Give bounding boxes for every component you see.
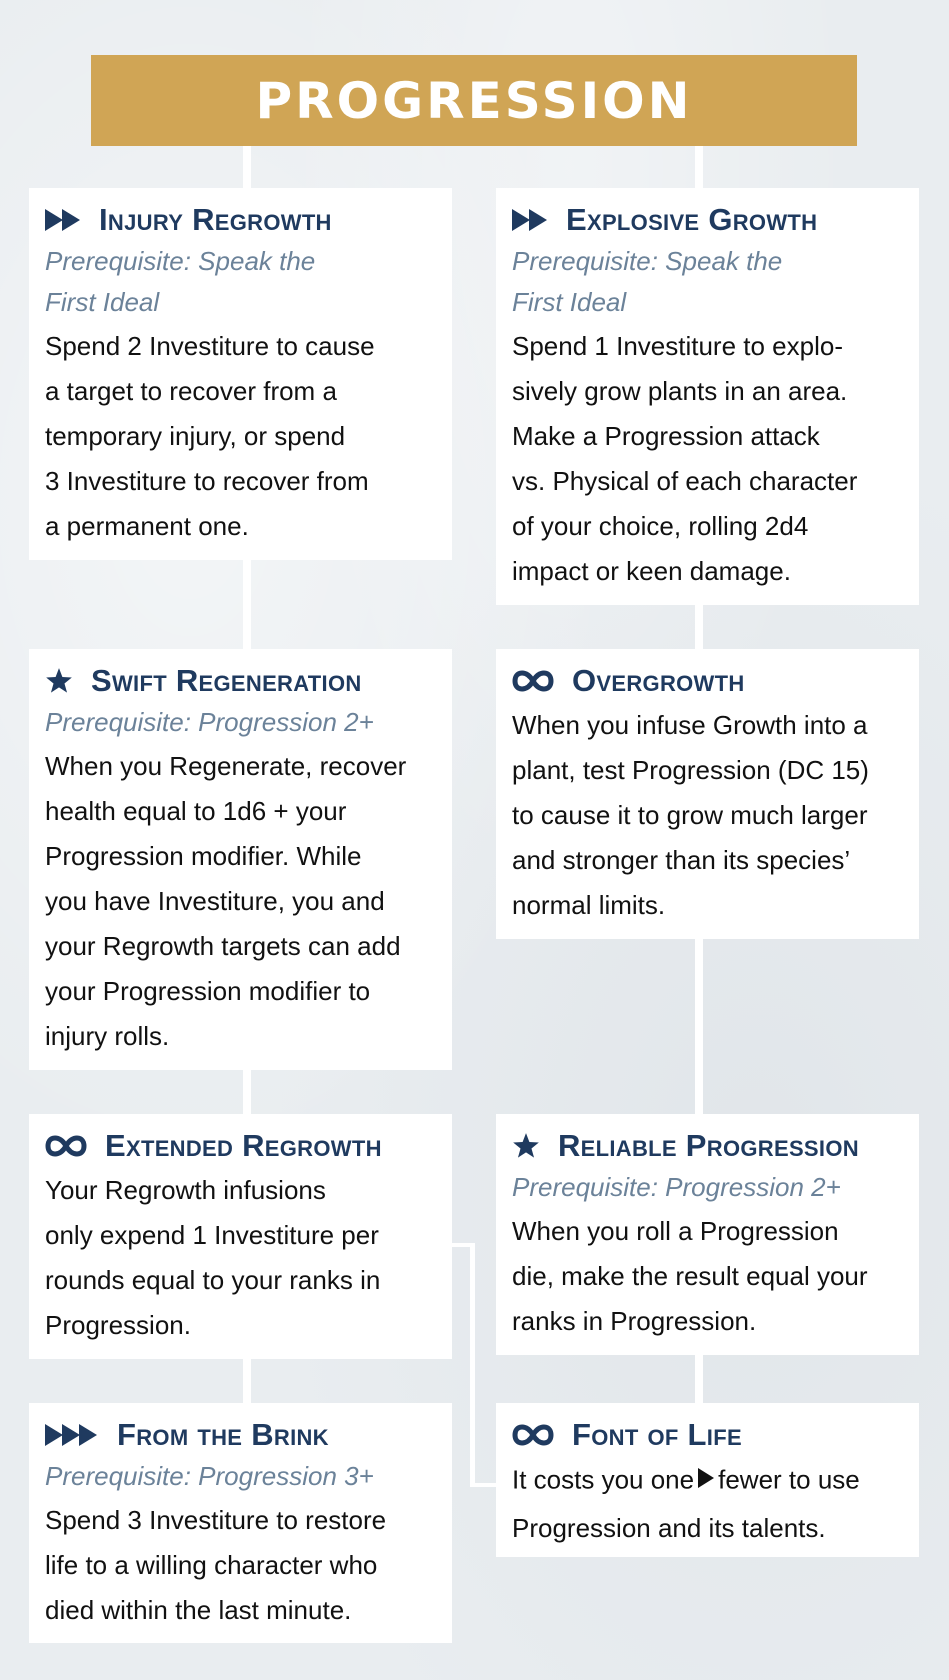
infinity-icon xyxy=(512,1424,554,1446)
talent-title: Reliable Progression xyxy=(512,1128,909,1164)
talent-card-font-of-life xyxy=(496,1403,919,1557)
action-arrow-icon xyxy=(698,1457,714,1502)
talent-title: Explosive Growth xyxy=(512,202,909,238)
infinity-icon xyxy=(512,670,554,692)
talent-description: Spend 2 Investiture to cause a target to recover from a temporary injury, or spend 3 Investiture to recover from a permanent one. xyxy=(45,331,375,541)
talent-card-injury-regrowth xyxy=(29,188,452,560)
section-header xyxy=(91,55,857,146)
talent-description: Spend 1 Investiture to explo- sively grow plants in an area. Make a Progression attack vs. Physical of each character of your choice, rolling 2d4 impact or keen damage. xyxy=(512,331,858,586)
talent-title: Extended Regrowth xyxy=(45,1128,442,1164)
talent-card-extended-regrowth xyxy=(29,1114,452,1359)
page-title: PROGRESSION xyxy=(255,71,693,130)
prerequisite: Prerequisite: Speak the First Ideal xyxy=(512,246,783,317)
talent-description: When you Regenerate, recover health equal to 1d6 + your Progression modifier. While you have Investiture, you and your Regrowth targets can add your Progression modifier to injury rolls. xyxy=(45,751,407,1051)
talent-card-reliable-progression xyxy=(496,1114,919,1355)
talent-card-explosive-growth xyxy=(496,188,919,605)
talent-card-swift-regeneration xyxy=(29,649,452,1070)
prerequisite: Prerequisite: Progression 2+ xyxy=(45,707,374,737)
talent-card-overgrowth xyxy=(496,649,919,939)
prerequisite: Prerequisite: Progression 3+ xyxy=(45,1461,374,1491)
prerequisite: Prerequisite: Progression 2+ xyxy=(512,1172,841,1202)
connector-elbow-vertical xyxy=(470,1243,475,1487)
talent-title: Overgrowth xyxy=(512,663,909,699)
talent-title: Injury Regrowth xyxy=(45,202,442,238)
two-action-icon xyxy=(45,209,81,231)
talent-title: Font of Life xyxy=(512,1417,909,1453)
talent-title: From the Brink xyxy=(45,1417,442,1453)
star-icon xyxy=(45,667,73,695)
infinity-icon xyxy=(45,1135,87,1157)
two-action-icon xyxy=(512,209,548,231)
talent-description: When you infuse Growth into a plant, test Progression (DC 15) to cause it to grow much larger and stronger than its species’ normal limits. xyxy=(512,710,869,920)
prerequisite: Prerequisite: Speak the First Ideal xyxy=(45,246,316,317)
talent-title: Swift Regeneration xyxy=(45,663,442,699)
talent-card-from-the-brink xyxy=(29,1403,452,1643)
talent-description: It costs you one fewer to use Progression and its talents. xyxy=(512,1457,909,1551)
talent-description: Your Regrowth infusions only expend 1 Investiture per rounds equal to your ranks in Progression. xyxy=(45,1175,381,1340)
talent-description: Spend 3 Investiture to restore life to a willing character who died within the last minute. xyxy=(45,1505,387,1625)
star-icon xyxy=(512,1132,540,1160)
connector-elbow-bottom xyxy=(470,1483,496,1487)
talent-description: When you roll a Progression die, make the result equal your ranks in Progression. xyxy=(512,1216,868,1336)
three-action-icon xyxy=(45,1424,99,1446)
